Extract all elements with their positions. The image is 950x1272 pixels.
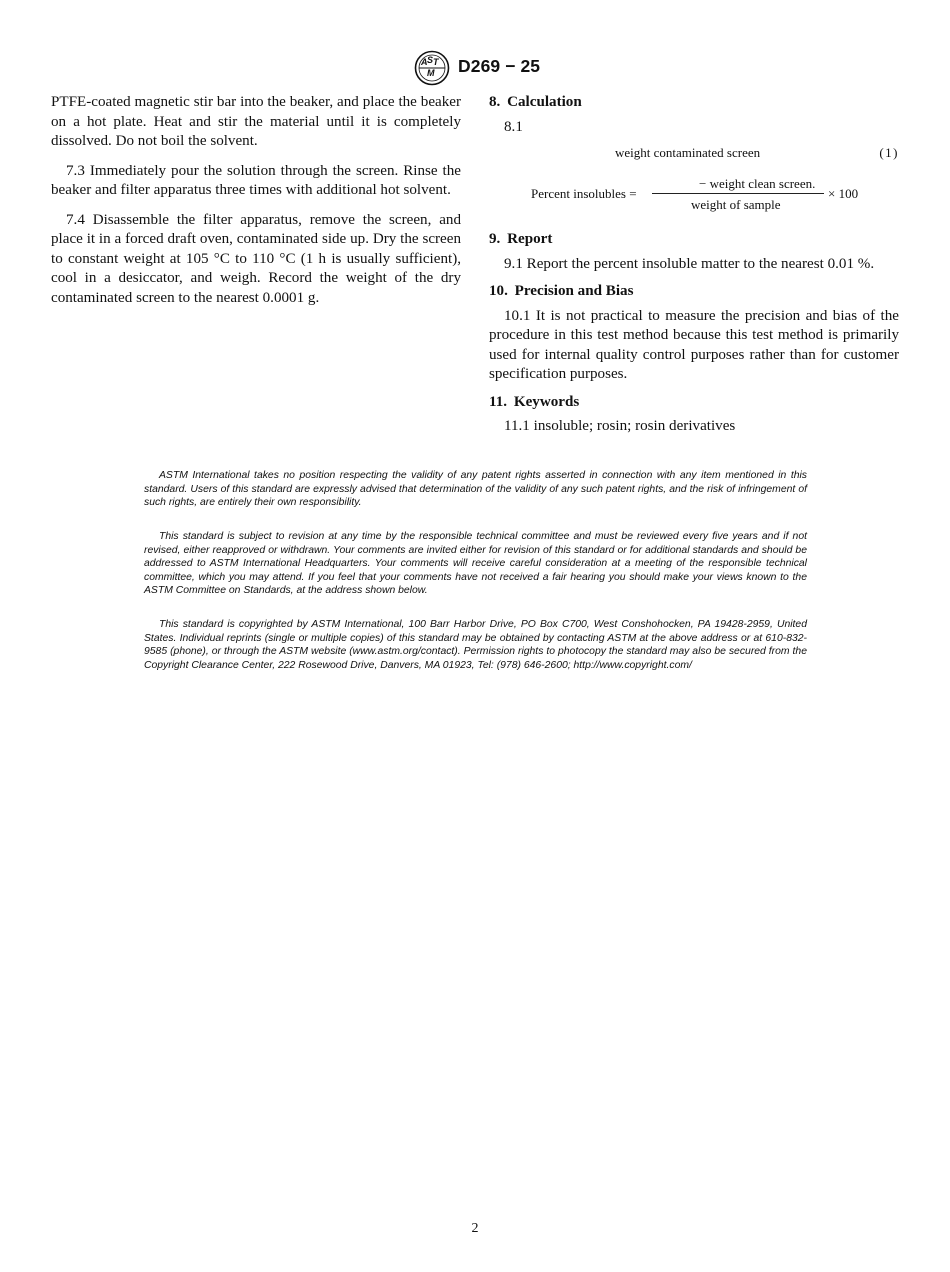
section-title: Keywords (513, 393, 580, 410)
svg-text:A: A (421, 57, 428, 67)
section-number: 11. (489, 393, 508, 410)
section-title: Calculation (507, 94, 582, 110)
section-heading-9 (489, 230, 899, 250)
equation-top-term: weight contaminated screen (615, 145, 761, 160)
revision-notice-text: This standard is subject to revision at any time by the responsible technical committee and must be reviewed every five years and if not revised, either reapproved or withdrawn. Your comments are invited either for revision of this standard or for additional standards and should be addressed to ASTM International Headquarters. Your comments will receive careful consideration at a meeting of the responsible technical committee, which you may attend. If you feel that your comments have not received a fair hearing you should make your views known to the ASTM Committee on Standards, at the address shown below. (144, 531, 807, 597)
section-number: 8. (489, 94, 501, 110)
page-header (0, 50, 950, 86)
section-title: Report (507, 231, 553, 247)
section-heading-8 (489, 93, 899, 113)
item-8-1: 8.1 (504, 118, 523, 135)
paragraph-continued: PTFE-coated magnetic stir bar into the beaker, and place the beaker on a hot plate. Heat and stir the material until it is completely dissolved. Do not boil the solvent. (51, 94, 461, 149)
section-heading-11 (489, 393, 899, 413)
equation-1 (489, 137, 899, 227)
paragraph-7-4: 7.4 Disassemble the filter apparatus, remove the screen, and place it in a forced draft oven, contaminated side up. Dry the screen to constant weight at 105 °C to 110 °C (1 h is usually sufficient), cool in a desiccator, and weigh. Record the weight of the dry contaminated screen to the nearest 0.0001 g. (51, 211, 461, 306)
section-title: Precision and Bias (514, 283, 634, 299)
astm-logo-icon (413, 50, 451, 86)
equation-factor: × 100 (828, 186, 859, 201)
paragraph-10-1: 10.1 It is not practical to measure the precision and bias of the procedure in this test method because this test method is primarily used for internal quality control purposes rather than for customer specification purposes. (489, 307, 899, 382)
equation-number: (1) (879, 145, 899, 160)
patent-notice-text: ASTM International takes no position respecting the validity of any patent rights asserted in connection with any item mentioned in this standard. Users of this standard are expressly advised that determination of the validity of any such patent rights, and the risk of infringement of such rights, are entirely their own responsibility. (144, 470, 807, 509)
paragraph-9-1: 9.1 Report the percent insoluble matter to the nearest 0.01 %. (504, 255, 875, 272)
paragraph-11-1: 11.1 insoluble; rosin; rosin derivatives (504, 418, 736, 434)
revision-notice (144, 530, 807, 598)
svg-text:S: S (427, 55, 434, 65)
copyright-notice-text: This standard is copyrighted by ASTM International, 100 Barr Harbor Drive, PO Box C700, West Conshohocken, PA 19428-2959, United States. Individual reprints (single or multiple copies) of this standard may be obtained by contacting ASTM at the above address or at 610-832-9585 (phone), or through the ASTM website (www.astm.org/contact). Permission rights to photocopy the standard may also be secured from the Copyright Clearance Center, 222 Rosewood Drive, Danvers, MA 01923, Tel: (978) 646-2600; http://www.copyright.com/ (144, 619, 807, 671)
patent-notice (144, 469, 807, 510)
document-id: D269 − 25 (458, 56, 541, 76)
section-number: 9. (489, 231, 501, 247)
page-number: 2 (471, 1221, 479, 1236)
section-heading-10 (489, 282, 899, 302)
equation-denominator: weight of sample (691, 197, 781, 212)
copyright-notice (144, 618, 807, 672)
left-column (51, 93, 461, 308)
equation-numerator: − weight clean screen. (699, 176, 816, 191)
section-number: 10. (489, 283, 508, 299)
svg-text:M: M (427, 68, 435, 78)
equation-lhs: Percent insolubles = (531, 186, 637, 201)
fraction-bar (652, 193, 824, 194)
paragraph-7-3: 7.3 Immediately pour the solution through the screen. Rinse the beaker and filter apparatus three times with additional hot solvent. (51, 162, 461, 198)
svg-text:T: T (433, 57, 439, 67)
right-column (489, 93, 899, 437)
